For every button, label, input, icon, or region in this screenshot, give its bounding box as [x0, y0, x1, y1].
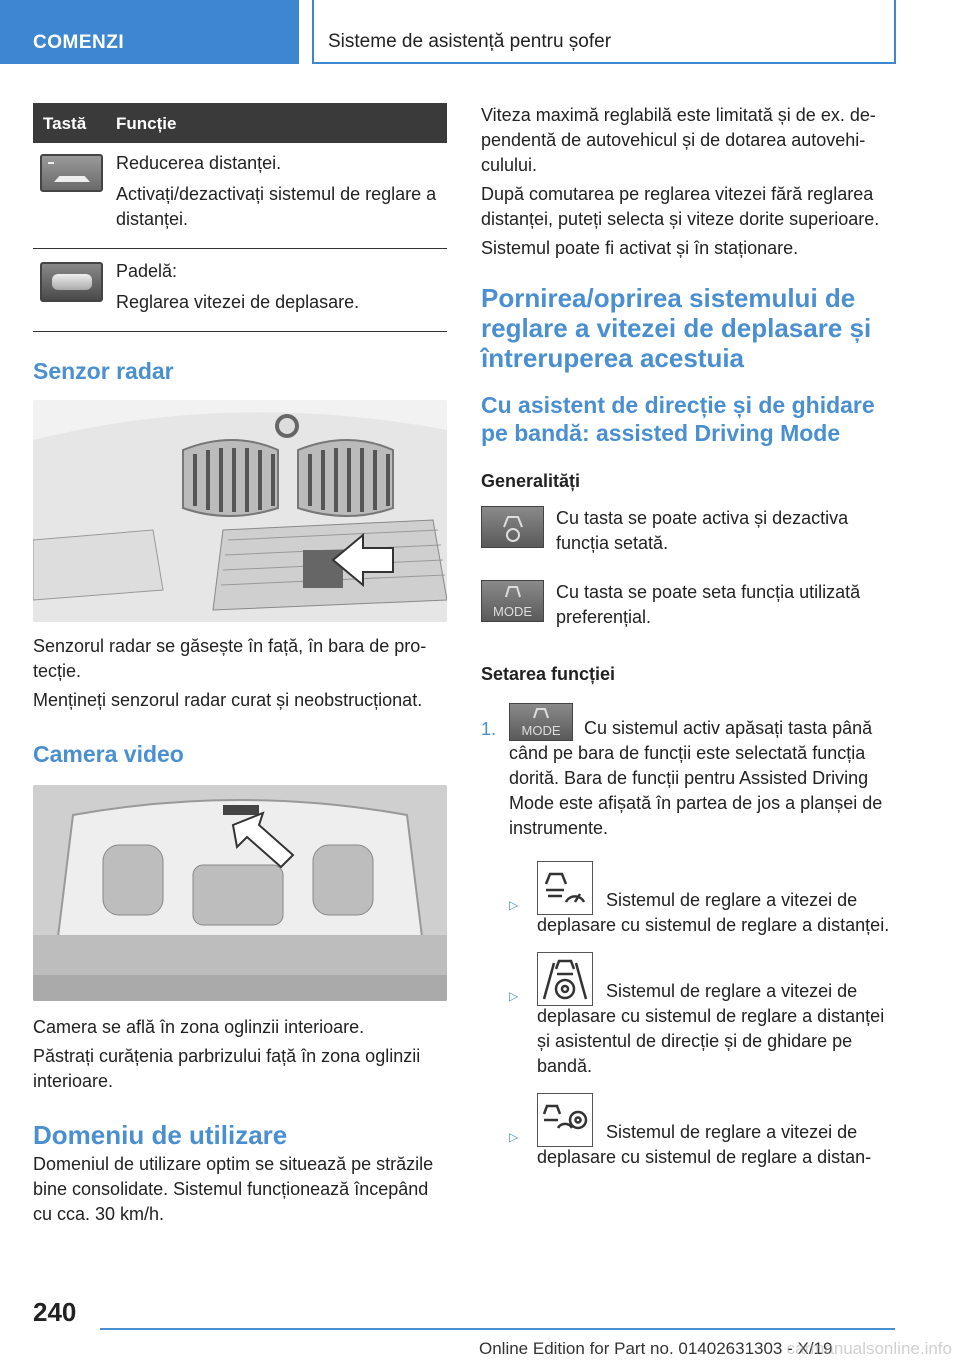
footer-rule — [100, 1328, 895, 1330]
radar-text: Mențineți senzorul radar curat și neobstrucționat. — [33, 690, 423, 710]
paddle-icon — [40, 262, 103, 302]
camera-text: Camera se află în zona oglinzii interioare. — [33, 1017, 365, 1037]
option-1 — [509, 861, 895, 938]
row-text: Padelă: — [116, 261, 178, 281]
radar-text: Senzorul radar se găsește în față, în bara de protecție. — [33, 636, 427, 681]
row-text: Activați/dezactivați sistemul de reglare a distanței. — [116, 184, 437, 229]
steering-key-icon — [481, 506, 544, 548]
mode-key-icon — [509, 703, 573, 741]
mode-label: MODE — [521, 723, 561, 738]
camera-heading: Camera video — [33, 741, 184, 767]
row-text: Reducerea distanței. — [116, 153, 282, 173]
intro-text: După comutarea pe reglarea vitezei fără reglarea distanței, puteți selecta și viteze dorite superioare. — [481, 184, 880, 229]
section-tab — [0, 0, 299, 64]
camera-text: Păstrați curățenia parbrizului față în zona oglinzii interioare. — [33, 1046, 421, 1091]
intro-text: Viteza maximă reglabilă este limitată și de ex. dependentă de autovehicul și de dotarea autovehiculului. — [481, 105, 876, 175]
key-row-activate — [481, 506, 895, 560]
table-row — [33, 249, 447, 332]
key2-text: Cu tasta se poate seta funcția utilizată preferențial. — [556, 582, 861, 627]
intro-text: Sistemul poate fi activat și în staționare. — [481, 238, 799, 258]
radar-heading: Senzor radar — [33, 358, 174, 384]
table-header — [33, 103, 447, 143]
mode-key-icon — [481, 580, 544, 622]
key1-text: Cu tasta se poate activa și dezactiva funcția setată. — [556, 508, 849, 553]
chapter-title: Sisteme de asistență pentru șofer — [328, 31, 612, 52]
option-text: Sistemul de reglare a vitezei de deplasare cu sistemul de reglare a distan- — [537, 1122, 872, 1167]
camera-image — [33, 785, 447, 1001]
domain-text: Domeniul de utilizare optim se situează pe străzile bine consolidate. Sistemul funcționează începând cu cca. 30 km/h. — [33, 1154, 434, 1224]
right-column — [481, 103, 895, 1170]
option-2 — [509, 952, 895, 1079]
step-1 — [481, 703, 895, 841]
radar-sensor-image — [33, 400, 447, 622]
acc-steering-distance-icon — [537, 1093, 593, 1147]
key-row-mode — [481, 580, 895, 634]
distance-reduce-button-icon — [40, 154, 103, 192]
domain-heading: Domeniu de utilizare — [33, 1120, 288, 1150]
col-key-header: Tastă — [43, 113, 87, 133]
option-3 — [509, 1093, 895, 1170]
main-heading: Pornirea/oprirea sistemului de reglare a vitezei de deplasare și întreruperea acestuia — [481, 283, 872, 373]
triangle-bullet-icon: ▷ — [509, 898, 519, 912]
page-number: 240 — [33, 1297, 77, 1327]
sub-heading: Cu asistent de direcție și de ghidare pe bandă: assisted Driving Mode — [481, 392, 875, 446]
option-text: Sistemul de reglare a vitezei de deplasare cu sistemul de reglare a distanței. — [537, 890, 890, 935]
triangle-bullet-icon: ▷ — [509, 989, 519, 1003]
row-text: Reglarea vitezei de deplasare. — [116, 292, 360, 312]
setting-heading: Setarea funcției — [481, 664, 616, 684]
section-title: COMENZI — [33, 32, 125, 53]
col-function-header: Funcție — [116, 113, 177, 133]
triangle-bullet-icon: ▷ — [509, 1130, 519, 1144]
step-text: Cu sistemul activ apăsați tasta până când pe bara de funcții este selectată funcția dorită. Bara de funcții pentru Assisted Driving Mode este afișată în partea de jos a planșei de instrumente. — [509, 718, 883, 838]
watermark: carmanualsonline.info — [786, 1339, 952, 1358]
mode-label: MODE — [493, 604, 532, 619]
chapter-tab — [312, 0, 896, 64]
left-column — [33, 103, 447, 1231]
general-heading: Generalități — [481, 471, 581, 491]
footer-edition: Online Edition for Part no. 01402631303 - X/19 — [479, 1339, 833, 1358]
acc-steering-icon — [537, 952, 593, 1006]
option-text: Sistemul de reglare a vitezei de deplasare cu sistemul de reglare a distanței și asistentul de direcție și de ghidare pe bandă. — [537, 981, 885, 1076]
acc-distance-icon — [537, 861, 593, 915]
step-number: 1. — [481, 719, 497, 739]
table-row — [33, 143, 447, 249]
